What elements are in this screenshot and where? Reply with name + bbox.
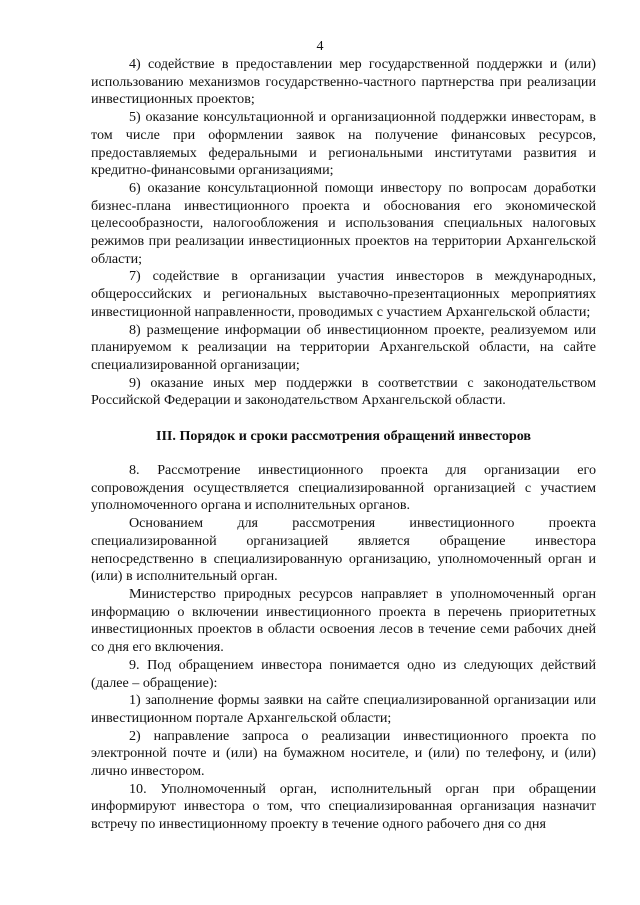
document-body	[91, 56, 596, 834]
support-item-4: 4) содействие в предоставлении мер государственной поддержки и (или) использованию механизмов государственно-частного партнерства при реализации инвестиционных проектов;	[91, 56, 596, 108]
spacer	[91, 410, 596, 427]
clause-9-item-1: 1) заполнение формы заявки на сайте специализированной организации или инвестиционном портале Архангельской области;	[91, 692, 596, 726]
section-heading: III. Порядок и сроки рассмотрения обращений инвесторов	[155, 428, 532, 445]
spacer	[91, 445, 596, 462]
clause-8-basis: Основанием для рассмотрения инвестиционного проекта специализированной организацией является обращение инвестора непосредственно в специализированную организацию, уполномоченный орган и (или) в исполнительный орган.	[91, 515, 596, 585]
support-item-9: 9) оказание иных мер поддержки в соответствии с законодательством Российской Федерации и законодательством Архангельской области.	[91, 374, 596, 409]
clause-8: 8. Рассмотрение инвестиционного проекта для организации его сопровождения осуществляется специализированной организацией с участием уполномоченного органа и исполнительных органов.	[91, 462, 596, 514]
clause-9: 9. Под обращением инвестора понимается одно из следующих действий (далее – обращение):	[91, 656, 596, 691]
support-item-8: 8) размещение информации об инвестиционном проекте, реализуемом или планируемом к реализации на территории Архангельской области, на сайте специализированной организации;	[91, 321, 596, 373]
clause-9-item-2: 2) направление запроса о реализации инвестиционного проекта по электронной почте и (или) на бумажном носителе, и (или) по телефону, и (или) лично инвестором.	[91, 727, 596, 780]
support-item-6: 6) оказание консультационной помощи инвестору по вопросам доработки бизнес-плана инвестиционного проекта и обоснования его экономической целесообразности, налогообложения и использования специальных налоговых режимов при реализации инвестиционных проектов на территории Архангельской области;	[91, 179, 596, 267]
support-item-7: 7) содействие в организации участия инвесторов в международных, общероссийских и региональных выставочно-презентационных мероприятиях инвестиционной направленности, проводимых с участием Архангельской области;	[91, 268, 596, 320]
clause-10: 10. Уполномоченный орган, исполнительный орган при обращении информируют инвестора о том, что специализированная организация назначит встречу по инвестиционному проекту в течение одного рабочего дня со дня	[91, 780, 596, 833]
support-item-5: 5) оказание консультационной и организационной поддержки инвесторам, в том числе при оформлении заявок на получение финансовых ресурсов, предоставляемых федеральными и региональными институтами развития и кредитно-финансовыми организациями;	[91, 109, 596, 179]
clause-8-ministry: Министерство природных ресурсов направляет в уполномоченный орган информацию о включении инвестиционного проекта в перечень приоритетных инвестиционных проектов в области освоения лесов в течение семи рабочих дней со дня его включения.	[91, 585, 596, 656]
page-number: 4	[316, 39, 324, 54]
